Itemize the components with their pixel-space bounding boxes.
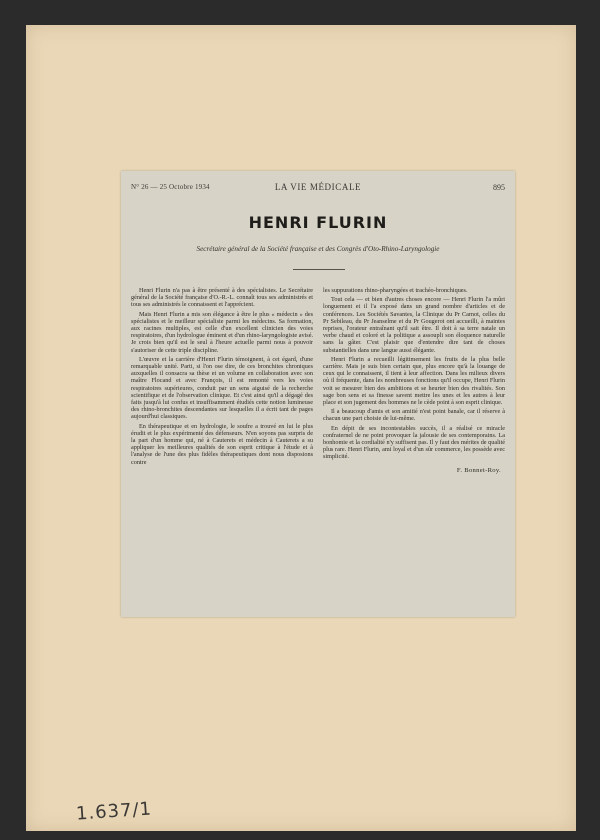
handwritten-archive-number: 1.637/1	[75, 798, 153, 825]
paragraph: En dépit de ses incontestables succès, il a réalisé ce miracle confraternel de ne point provoquer la jalousie de ses contemporains. La bonhomie et la cordialité n'y suffisent pas. Il y faut des mérites de qualité plus rare. Henri Flurin, ami loyal et d'un sûr commerce, les possède avec simplicité.	[323, 424, 505, 461]
paragraph: les suppurations rhino-pharyngées et trachéo-bronchiques.	[323, 287, 468, 294]
article-subtitle: Secrétaire général de la Société française et des Congrès d'Oto-Rhino-Laryngologie	[196, 245, 440, 253]
archive-mount-board	[26, 25, 576, 831]
paragraph: Henri Flurin a recueilli légitimement les fruits de la plus belle carrière. Mais je suis bien certain que, plus encore qu'à la louange de ceux qui le connaissent, il tient à leur affection. Dans les milieux divers où il fréquente, dans les nombreuses fonctions qu'il occupe, Henri Flurin voit se mesurer bien des ambitions et se heurter bien des rivalités. Son sage bon sens et sa finesse savent mettre les unes et les autres à leur place et son jugement des hommes ne le cède point à son esprit clinique.	[323, 355, 505, 407]
author-signature: F. Bonnet-Roy.	[456, 466, 501, 474]
paragraph: Il a beaucoup d'amis et son amitié n'est point banale, car il réserve à chacun une part choisie de lui-même.	[323, 408, 505, 423]
left-column	[131, 287, 313, 468]
article-title: HENRI FLURIN	[248, 213, 388, 232]
paragraph: Henri Flurin n'a pas à être présenté à des spécialistes. Le Secrétaire général de la Société française d'O.-R.-L. connaît tous ses administrés et tous ses administrés le connaissent et l'apprécient.	[131, 287, 313, 309]
journal-name: LA VIE MÉDICALE	[274, 182, 362, 192]
title-divider	[293, 269, 345, 270]
paragraph: En thérapeutique et en hydrologie, le soufre a trouvé en lui le plus érudit et le plus expérimenté des défenseurs. N'en soyons pas surpris de la part d'un homme qui, né à Cauterets et médecin à Cauterets a su appliquer les meilleures qualités de son esprit critique à l'étude et à l'analyse de l'une des plus fidèles thérapeutiques dont nous disposions contre	[131, 422, 313, 466]
newspaper-clipping	[121, 171, 515, 617]
article-body	[131, 287, 505, 613]
paragraph: Tout cela — et bien d'autres choses encore — Henri Flurin l'a mûri longuement et il l'a exposé dans un grand nombre d'articles et de conférences. Les Sociétés Savantes, la Clinique du Pr Carnot, celles du Pr Sebileau, du Pr Jeanselme et du Pr Gougerot ont accueilli, à maintes reprises, l'orateur entraînant qu'il sait être. Il doit à sa terre natale un verbe chaud et coloré et la politique a assoupli son éloquence naturelle sans la gâter. C'est plaisir que d'entendre dire tant de choses substantielles dans une langue aussi élégante.	[323, 296, 505, 354]
issue-date: N° 26 — 25 Octobre 1934	[131, 183, 210, 191]
paragraph: L'œuvre et la carrière d'Henri Flurin témoignent, à cet égard, d'une remarquable unité. Parti, si l'on ose dire, de ces bronchites chroniques auxquelles il consacra sa thèse et un volume en collaboration avec son maître Flocand et avec François, il est remonté vers les voies respiratoires supérieures, conduit par un sens aiguisé de la recherche scientifique et de l'observation clinique. Et c'est ainsi qu'il a dégagé des faits jusqu'à lui confus et insuffisamment étudiés cette notion lumineuse des rhino-bronchites descendantes sur lesquelles il a écrit tant de pages aujourd'hui classiques.	[131, 355, 313, 421]
paragraph: Mais Henri Flurin a mis son élégance à être le plus « médecin » des spécialistes et le meilleur spécialiste parmi les médecins. Sa formation, aux racines multiples, est celle d'un excellent clinicien des voies respiratoires, d'un hydrologue éminent et d'un rhino-laryngologiste avisé. Je crois bien qu'il est le seul à l'heure actuelle parmi nous à pouvoir s'autoriser de cette triple discipline.	[131, 310, 313, 354]
page-number: 895	[493, 183, 505, 192]
page-header	[131, 183, 505, 195]
right-column	[323, 287, 505, 474]
